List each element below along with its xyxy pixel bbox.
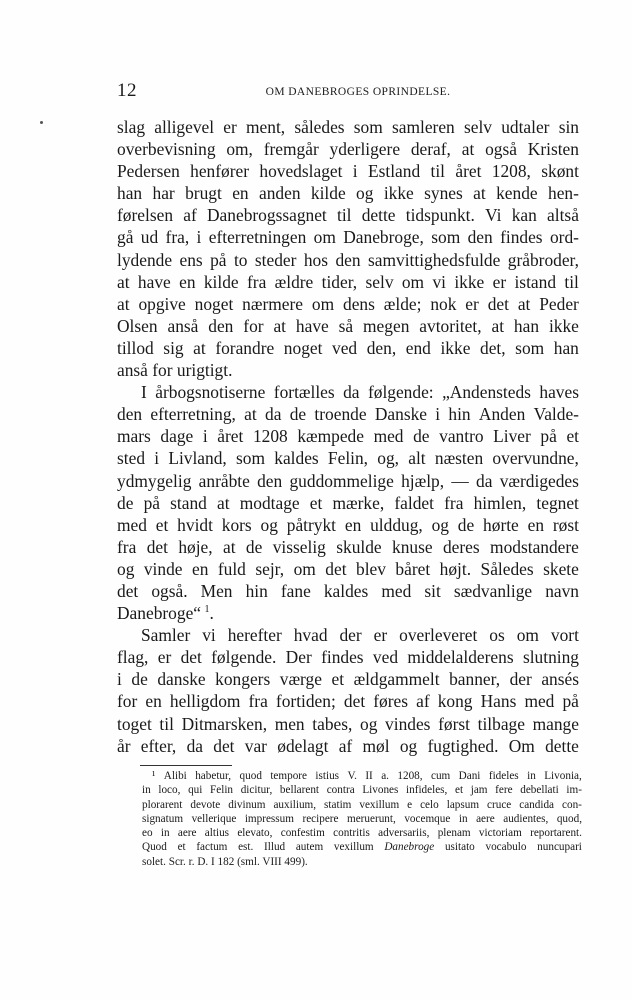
text-line: anså for urigtigt. bbox=[117, 360, 233, 381]
running-title: OM DANEBROGES OPRINDELSE. bbox=[265, 86, 451, 98]
text-line: år efter, da det var ødelagt af møl og fugtighed. Om dette bbox=[117, 735, 579, 756]
text-line: han har brugt en anden kilde og ikke synes at kende hen- bbox=[117, 183, 579, 204]
text-line: I årbogsnotiserne fortælles da følgende: „Andensteds haves bbox=[141, 382, 579, 403]
text-line: med et hvidt kors og påtrykt en ulddug, og de hørte en røst bbox=[117, 514, 579, 535]
text-line: og vinde en fuld sejr, om det blev båret højt. Således skete bbox=[117, 558, 579, 579]
text-line: for en helligdom fra fortiden; det føres af kong Hans med på bbox=[117, 691, 579, 712]
text-line: Danebroge“ $^1$. bbox=[117, 603, 214, 624]
body-text bbox=[117, 116, 579, 757]
text-line: førelsen af Danebrogssagnet til dette tidspunkt. Vi kan altså bbox=[117, 205, 579, 226]
page-number: 12 bbox=[117, 80, 137, 101]
page-header bbox=[117, 80, 579, 102]
footnotes bbox=[142, 769, 582, 869]
footnote-marker: 1 bbox=[204, 604, 210, 616]
footnote-line: Quod et factum est. Illud autem vexillum Danebroge usitato vocabulo nuncupari bbox=[142, 841, 582, 854]
text-line: slag alligevel er ment, således som samleren selv udtaler sin bbox=[117, 117, 579, 137]
footnote-line: in loco, qui Felin dicitur, bellarent contra Livones infideles, et jam fere debellati im- bbox=[142, 784, 582, 797]
text-line: toget til Ditmarsken, men tabes, og vindes først tilbage mange bbox=[117, 713, 579, 734]
text-line: lydende ens på to steder hos den samvittighedsfulde gråbroder, bbox=[117, 249, 579, 270]
text-line: gå ud fra, i efterretningen om Danebroge, som den findes ord- bbox=[117, 227, 579, 248]
footnote-line: signatum vellerique impressum recipere meruerunt, vocemque in aere audientes, quod, bbox=[142, 812, 582, 825]
text-line: ydmygelig anråbte den guddommelige hjælp, — da værdigedes bbox=[117, 470, 579, 491]
footnote-line: plorarent devote divinum auxilium, statim vexillum e celo lapsum cruce candida con- bbox=[142, 798, 582, 811]
text-line: tillod sig at forandre noget ved den, end ikke det, som han bbox=[117, 337, 579, 358]
text-line: Olsen anså den for at have så megen avtoritet, at han ikke bbox=[117, 315, 579, 336]
text-line: mars dage i året 1208 kæmpede med de vantro Liver på et bbox=[117, 426, 579, 447]
text-line: Pedersen henfører hovedslaget i Estland til året 1208, skønt bbox=[117, 161, 579, 182]
footnote-divider bbox=[140, 765, 232, 766]
text-line: Samler vi herefter hvad der er overleveret os om vort bbox=[141, 625, 579, 646]
text-line: sted i Livland, som kaldes Felin, og, alt næsten overvundne, bbox=[117, 448, 579, 469]
footnote-line: ¹ Alibi habetur, quod tempore istius V. II a. 1208, cum Dani fideles in Livonia, bbox=[152, 770, 582, 782]
text-line: at opgive noget nærmere om dens ælde; nok er det at Peder bbox=[117, 293, 579, 314]
text-line: fra det høje, at de visselig skulde knuse deres modstandere bbox=[117, 536, 579, 557]
text-line: flag, er det følgende. Der findes ved middelalderens slutning bbox=[117, 647, 579, 668]
text-line: at have en kilde fra ældre tider, selv om vi ikke er istand til bbox=[117, 271, 579, 292]
page-speck bbox=[40, 121, 43, 124]
footnote-line: eo in aere altius elevato, confestim contritis adversariis, plenam victoriam reportarent. bbox=[142, 827, 582, 840]
footnote-line: solet. Scr. r. D. I 182 (sml. VIII 499). bbox=[142, 855, 308, 868]
text-line: i de danske kongers værge et ældgammelt banner, der ansés bbox=[117, 669, 579, 690]
text-line: det også. Men hin fane kaldes med sit sædvanlige navn bbox=[117, 580, 579, 601]
text-line: den efterretning, at da de troende Danske i hin Anden Valde- bbox=[117, 404, 579, 425]
text-line: overbevisning om, fremgår yderligere deraf, at også Kristen bbox=[117, 139, 579, 160]
text-line: de på stand at modtage et mærke, faldet fra himlen, tegnet bbox=[117, 492, 579, 513]
